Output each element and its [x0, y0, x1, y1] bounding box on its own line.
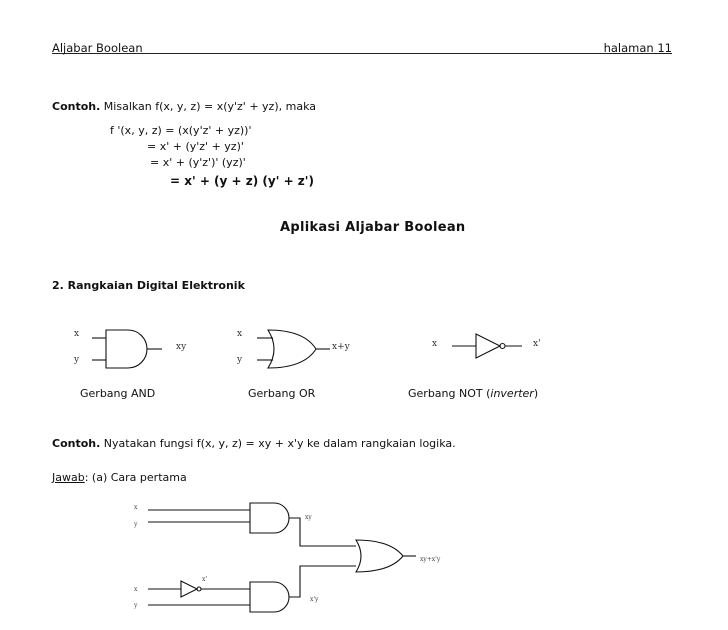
derivation-step-2: = x' + (y'z' + yz)' [147, 140, 244, 153]
and-gate-symbol [92, 330, 162, 368]
circuit-and1-output: xy [305, 514, 312, 521]
section-title: Aplikasi Aljabar Boolean [280, 220, 466, 235]
not-gate-symbol [452, 334, 522, 358]
circuit-input-x1: x [134, 504, 138, 511]
derivation-step-1: f '(x, y, z) = (x(y'z' + yz))' [110, 124, 252, 137]
example1-label: Contoh. [52, 100, 101, 113]
or-input-y: y [237, 355, 243, 365]
example2-label: Contoh. [52, 437, 101, 450]
example2-line [52, 437, 456, 450]
not-caption-suffix: ) [533, 387, 539, 400]
circuit-input-y1: y [134, 521, 138, 528]
and-input-y: y [74, 355, 80, 365]
not-input-x: x [432, 339, 438, 349]
example2-text: Nyatakan fungsi f(x, y, z) = xy + x'y ke dalam rangkaian logika. [103, 437, 456, 450]
not-gate-caption [408, 387, 538, 400]
not-caption-italic: inverter [490, 387, 534, 400]
or-gate-symbol [257, 330, 330, 368]
or-input-x: x [237, 329, 243, 339]
and-output-label: xy [176, 342, 187, 352]
circuit-or-output: xy+x'y [420, 556, 441, 563]
header-title: Aljabar Boolean [52, 41, 143, 55]
answer-label: Jawab [52, 471, 85, 484]
or-gate-caption: Gerbang OR [248, 387, 316, 400]
circuit-and2-output: x'y [310, 596, 319, 603]
or-output-label: x+y [332, 342, 350, 352]
derivation-step-3: = x' + (y'z')' (yz)' [150, 156, 246, 169]
answer-text: : (a) Cara pertama [84, 471, 187, 484]
and-input-x: x [74, 329, 80, 339]
page-number: halaman 11 [603, 41, 672, 55]
example1-intro: Misalkan f(x, y, z) = x(y'z' + yz), maka [103, 100, 316, 113]
logic-circuit [148, 503, 416, 612]
subsection-heading: 2. Rangkaian Digital Elektronik [52, 279, 245, 292]
derivation-step-4: = x' + (y + z) (y' + z') [170, 174, 314, 188]
circuit-input-x2: x [134, 586, 138, 593]
and-gate-caption: Gerbang AND [80, 387, 156, 400]
not-output-label: x' [533, 339, 541, 349]
not-caption-prefix: Gerbang NOT ( [408, 387, 491, 400]
circuit-input-y2: y [134, 602, 138, 609]
answer-line [52, 471, 187, 484]
circuit-not-output: x' [202, 576, 208, 583]
